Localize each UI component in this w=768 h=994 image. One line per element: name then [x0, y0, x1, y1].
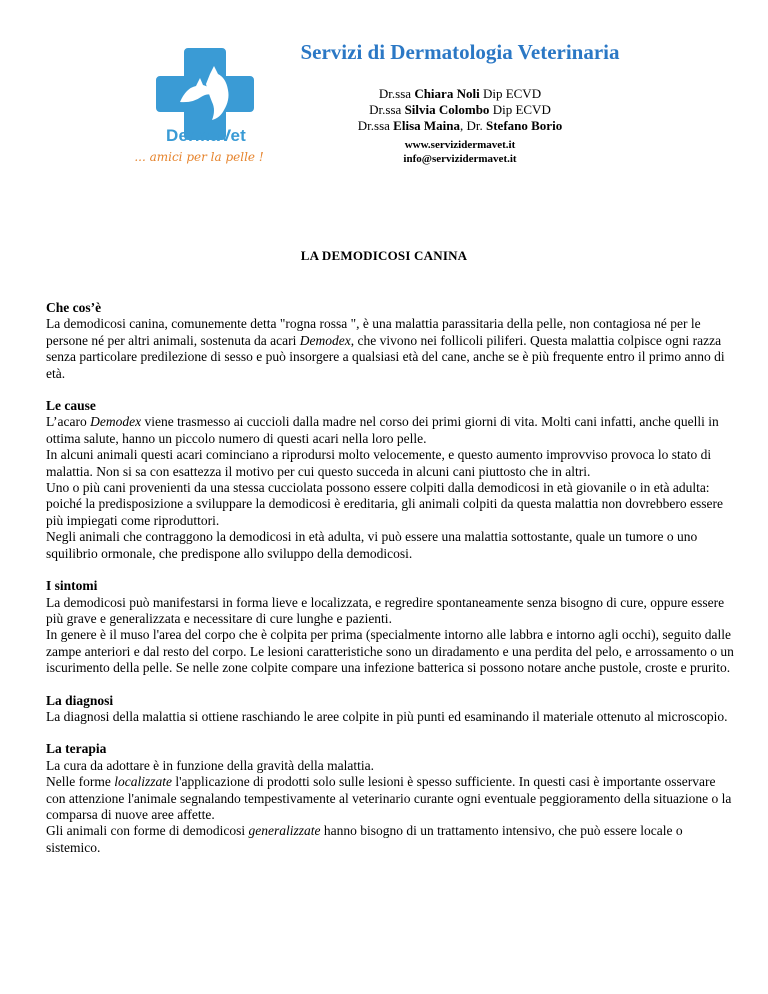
text-run: L’acaro: [46, 414, 91, 430]
text-run: La demodicosi può manifestarsi in forma lieve e localizzata, e regredire spontaneamente senza bisogno di cure, oppure essere più grave e generalizzata e necessitare di cure lunghe e pazienti.: [46, 594, 725, 626]
section-heading: La terapia: [46, 741, 107, 757]
italic-text: Demodex: [299, 332, 351, 348]
section: [46, 398, 736, 562]
section-heading: Che cos’è: [46, 300, 102, 315]
text-run: Negli animali che contraggono la demodicosi in età adulta, vi può essere una malattia sottostante, quale un tumore o uno squilibrio ormonale, che predispone allo sviluppo della demodicosi.: [46, 529, 698, 561]
section-heading: Le cause: [46, 398, 96, 414]
text-run: La diagnosi della malattia si ottiene raschiando le aree colpite in più punti ed esaminando il materiale ottenuto al microscopio.: [46, 708, 728, 724]
text-run: La demodicosi canina, comunemente detta "rogna rossa ", è una malattia parassitaria della pelle, non contagiosa né per le persone né per altri animali, sostenuta da acari: [46, 316, 701, 348]
text-run: viene trasmesso ai cuccioli dalla madre nel corso dei primi giorni di vita. Molti cani infatti, anche quelli in ottima salute, hanno un piccolo numero di questi acari nella loro pelle.: [46, 414, 719, 446]
paragraph: [46, 529, 736, 562]
doctors-list: [300, 86, 620, 134]
logo-brand-text: DermaVet: [165, 126, 247, 145]
paragraph: [46, 480, 736, 529]
text-run: La cura da adottare è in funzione della gravità della malattia.: [46, 757, 374, 773]
document-title: LA DEMODICOSI CANINA: [300, 248, 468, 263]
doctor-line: Dr.ssa Chiara Noli Dip ECVD: [378, 86, 542, 101]
section: [46, 300, 736, 382]
text-run: Nelle forme: [46, 774, 115, 790]
italic-text: localizzate: [114, 774, 172, 790]
contacts: [300, 138, 620, 166]
paragraph: [46, 758, 736, 774]
paragraph: [46, 447, 736, 480]
italic-text: Demodex: [90, 414, 142, 430]
text-run: Uno o più cani provenienti da una stessa cucciolata possono essere colpiti dalla demodicosi in età giovanile o in età adulta: poiché la predisposizione a sviluppare la demodicosi è ereditaria, gli animali colpiti da questa malattia non dovrebbero essere più impiegati come riproduttori.: [46, 480, 724, 528]
text-run: In genere è il muso l'area del corpo che è colpita per prima (specialmente intorno alle labbra e intorno agli occhi), seguito dalle zampe anteriori e dal resto del corpo. Le lesioni caratteristiche sono un diradamento e una perdita del pelo, e arrossamento o un iscurimento della pelle. Se nelle zone colpite compare una infezione batterica si possono notare anche pustole, croste e prurito.: [46, 627, 734, 676]
text-run: In alcuni animali questi acari cominciano a riprodursi molto velocemente, e questo aumento improvviso provoca lo stato di malattia. Non si sa con esattezza il motivo per cui questo succeda in alcuni cani piuttosto che in altri.: [46, 447, 712, 479]
clinic-title: Servizi di Dermatologia Veterinaria: [300, 40, 620, 64]
paragraph: [46, 709, 736, 725]
doctor-line: Dr.ssa Silvia Colombo Dip ECVD: [369, 102, 551, 117]
website-link[interactable]: www.servizidermavet.it: [404, 139, 516, 151]
document-body: [46, 300, 736, 872]
text-run: Gli animali con forme di demodicosi: [46, 823, 249, 839]
email-link[interactable]: info@servizidermavet.it: [403, 153, 517, 165]
text-run: hanno bisogno di un trattamento intensivo, che può essere locale o sistemico.: [46, 823, 683, 855]
text-run: , che vivono nei follicoli piliferi. Questa malattia colpisce ogni razza senza particolare predilezione di sesso e può insorgere a qualsiasi età del cane, anche se è più frequente entro il primo anno di età.: [46, 332, 725, 381]
italic-text: generalizzate: [248, 823, 321, 839]
section-heading: I sintomi: [46, 578, 98, 594]
section: [46, 693, 736, 726]
text-run: l'applicazione di prodotti solo sulle lesioni è spesso sufficiente. In questi casi è importante osservare con attenzione l'animale segnalando tempestivamente al veterinario curante ogni eventuale peggioramento della situazione o la comparsa di nuove aree affette.: [46, 774, 732, 822]
logo-tagline: ... amici per la pelle !: [134, 150, 264, 164]
paragraph: [46, 774, 736, 823]
paragraph: [46, 823, 736, 856]
section: [46, 578, 736, 676]
section-heading: La diagnosi: [46, 692, 114, 708]
doctor-line: Dr.ssa Elisa Maina, Dr. Stefano Borio: [357, 118, 563, 133]
paragraph: [46, 595, 736, 628]
section: [46, 741, 736, 856]
paragraph: [46, 627, 736, 676]
paragraph: [46, 414, 736, 447]
paragraph: [46, 316, 736, 382]
